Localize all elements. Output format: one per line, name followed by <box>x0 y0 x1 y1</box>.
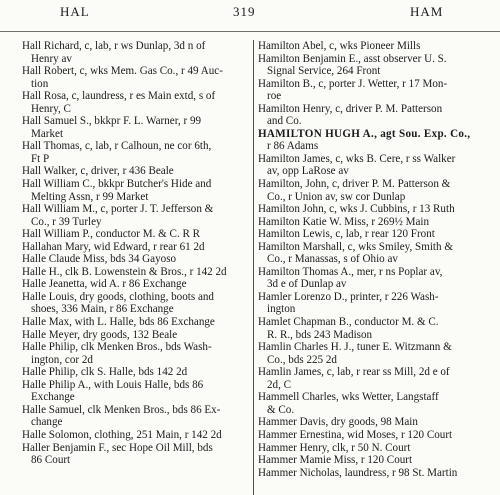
directory-entry <box>258 316 498 329</box>
directory-entry <box>22 404 253 417</box>
directory-entry <box>22 253 253 266</box>
entry-text: & Co. <box>267 403 295 416</box>
entry-text: Hall Walker, c, driver, r 436 Beale <box>22 165 174 178</box>
entry-text: Hammer Davis, dry goods, 98 Main <box>258 416 418 429</box>
entry-continuation-line <box>22 416 253 429</box>
entry-text: Halle Louis, dry goods, clothing, boots and <box>22 290 214 303</box>
entry-text: Hall William C., bkkpr Butcher's Hide and <box>22 178 212 191</box>
entry-continuation-line <box>22 354 253 367</box>
directory-entry <box>22 379 253 392</box>
directory-entry <box>22 40 253 53</box>
entry-text: Hall Rosa, c, laundress, r es Main extd, s of <box>22 90 216 103</box>
entry-text: r 86 Adams <box>267 140 319 153</box>
entry-text: Exchange <box>31 391 75 404</box>
entry-text: Hallahan Mary, wid Edward, r rear 61 2d <box>22 240 205 253</box>
entry-continuation-line <box>258 115 498 128</box>
directory-entry <box>22 278 253 291</box>
entry-text: Co., bds 225 2d <box>267 353 337 366</box>
entry-text: Halle Philip A., with Louis Halle, bds 86 <box>22 378 204 391</box>
entry-text: Hammer Henry, clk, r 50 N. Court <box>258 441 411 454</box>
directory-entry <box>258 366 498 379</box>
entry-text: Hamilton Lewis, c, lab, r rear 120 Front <box>258 228 435 241</box>
entry-continuation-line <box>22 53 253 66</box>
entry-continuation-line <box>22 391 253 404</box>
entry-text: Halle Jeanetta, wid A. r 86 Exchange <box>22 278 187 291</box>
right-column <box>258 40 498 495</box>
entry-continuation-line <box>258 379 498 392</box>
entry-text: Signal Service, 264 Front <box>267 65 381 78</box>
entry-continuation-line <box>258 278 498 291</box>
directory-entry <box>22 316 253 329</box>
entry-text: Melting Assn, r 99 Market <box>31 190 149 203</box>
directory-entry <box>22 329 253 342</box>
directory-entry <box>22 90 253 103</box>
entry-text: Hamler Lorenzo D., printer, r 226 Wash- <box>258 290 439 303</box>
entry-text: Hamilton James, c, wks B. Cere, r ss Walker <box>258 152 456 165</box>
entry-text: tion <box>31 77 49 90</box>
entry-text: av, opp LaRose av <box>267 165 349 178</box>
entry-text: Hamilton Abel, c, wks Pioneer Mills <box>258 40 421 52</box>
entry-text: Hamlin James, c, lab, r rear ss Mill, 2d e of <box>258 366 450 379</box>
entry-text: Hall William M., c, porter J. T. Jefferson & <box>22 203 214 216</box>
entry-text: Hall Samuel S., bkkpr F. L. Warner, r 99 <box>22 115 202 128</box>
directory-entry <box>258 467 498 480</box>
entry-text: ington, cor 2d <box>31 353 93 366</box>
entry-text: Hammell Charles, wks Wetter, Langstaff <box>258 391 439 404</box>
entry-text: R. R., bds 243 Madison <box>267 328 373 341</box>
directory-entry <box>22 266 253 279</box>
entry-continuation-line <box>22 454 253 467</box>
entry-continuation-line <box>22 78 253 91</box>
directory-entry <box>22 140 253 153</box>
entry-text: Hall Robert, c, wks Mem. Gas Co., r 49 Auc- <box>22 65 223 78</box>
entry-continuation-line <box>22 153 253 166</box>
directory-entry <box>258 53 498 66</box>
entry-continuation-line <box>22 128 253 141</box>
entry-text: Hamlet Chapman B., conductor M. & C. <box>258 316 439 329</box>
entry-text: Hamilton B., c, porter J. Wetter, r 17 Mon- <box>258 77 448 90</box>
entry-text: Halle Samuel, clk Menken Bros., bds 86 Ex- <box>22 403 221 416</box>
entry-text: Hamilton, John, c, driver P. M. Patterson & <box>258 178 451 191</box>
directory-entry <box>258 454 498 467</box>
entry-text: Halle Max, with L. Halle, bds 86 Exchange <box>22 316 215 329</box>
entry-continuation-line <box>258 329 498 342</box>
directory-entry <box>258 103 498 116</box>
entry-text: Hall William P., conductor M. & C. R R <box>22 228 201 241</box>
page-header <box>0 4 500 24</box>
entry-text: Halle Solomon, clothing, 251 Main, r 142 2d <box>22 428 222 441</box>
entry-continuation-line <box>258 253 498 266</box>
entry-continuation-line <box>258 140 498 153</box>
directory-entry <box>22 442 253 455</box>
directory-entry <box>258 291 498 304</box>
entry-continuation-line <box>258 65 498 78</box>
directory-entry <box>22 291 253 304</box>
entry-text: Hammer Nicholas, laundress, r 98 St. Martin <box>258 466 458 479</box>
directory-entry <box>258 178 498 191</box>
entry-text: Halle Claude Miss, bds 34 Gayoso <box>22 253 177 266</box>
entry-continuation-line <box>258 90 498 103</box>
directory-entry <box>258 128 498 141</box>
entry-continuation-line <box>22 303 253 316</box>
entry-continuation-line <box>22 103 253 116</box>
header-rule <box>0 31 500 32</box>
header-right-guide-word: HAM <box>410 4 444 19</box>
entry-text: Ft P <box>31 152 50 165</box>
entry-text: 86 Court <box>31 454 71 467</box>
directory-entry <box>22 65 253 78</box>
left-column <box>22 40 253 495</box>
directory-entry <box>22 241 253 254</box>
entry-continuation-line <box>258 354 498 367</box>
entry-text: Hammer Ernestina, wid Moses, r 120 Court <box>258 428 453 441</box>
column-divider <box>253 40 254 495</box>
entry-text: change <box>31 416 63 429</box>
entry-text: Co., r Union av, sw cor Dunlap <box>267 190 406 203</box>
directory-entry <box>258 78 498 91</box>
entry-text: Hall Thomas, c, lab, r Calhoun, ne cor 6th, <box>22 140 212 153</box>
entry-text: Halle H., clk B. Lowenstein & Bros., r 142 2d <box>22 265 227 278</box>
directory-entry <box>258 442 498 455</box>
entry-text: HAMILTON HUGH A., agt Sou. Exp. Co., <box>258 127 471 140</box>
directory-entry <box>22 341 253 354</box>
entry-text: Haller Benjamin F., sec Hope Oil Mill, bds <box>22 441 213 454</box>
entry-text: Market <box>31 127 64 140</box>
entry-continuation-line <box>258 191 498 204</box>
entry-text: roe <box>267 90 282 103</box>
entry-text: Halle Philip, clk Menken Bros., bds Wash- <box>22 341 212 354</box>
directory-entry <box>258 341 498 354</box>
directory-entry <box>22 115 253 128</box>
directory-entry <box>22 178 253 191</box>
directory-entry <box>22 203 253 216</box>
directory-entry <box>258 153 498 166</box>
entry-text: Henry av <box>31 52 72 65</box>
entry-text: and Co. <box>267 115 302 128</box>
directory-entry <box>22 228 253 241</box>
entry-text: Hamilton Benjamin E., asst observer U. S. <box>258 52 447 65</box>
page-number: 319 <box>233 4 256 19</box>
entry-continuation-line <box>258 165 498 178</box>
directory-entry <box>22 366 253 379</box>
entry-text: Henry, C <box>31 102 71 115</box>
entry-text: 3d e of Dunlap av <box>267 278 347 291</box>
entry-text: Hamilton Henry, c, driver P. M. Patterson <box>258 102 443 115</box>
directory-entry <box>258 429 498 442</box>
entry-text: Hall Richard, c, lab, r ws Dunlap, 3d n of <box>22 40 206 52</box>
header-left-guide-word: HAL <box>60 4 90 19</box>
entry-continuation-line <box>22 191 253 204</box>
entry-text: Hamlin Charles H. J., tuner E. Witzmann & <box>258 341 452 354</box>
directory-entry <box>258 203 498 216</box>
entry-text: shoes, 336 Main, r 86 Exchange <box>31 303 174 316</box>
directory-entry <box>258 40 498 53</box>
entry-continuation-line <box>22 216 253 229</box>
entry-text: Hamilton Marshall, c, wks Smiley, Smith & <box>258 240 453 253</box>
entry-text: Hamilton Katie W. Miss, r 269½ Main <box>258 215 430 228</box>
entry-text: 2d, C <box>267 378 292 391</box>
entry-text: Co., r 39 Turley <box>31 215 102 228</box>
entry-text: Hamilton John, c, wks J. Cubbins, r 13 Ruth <box>258 203 455 216</box>
directory-entry <box>258 241 498 254</box>
entry-continuation-line <box>258 404 498 417</box>
directory-entry <box>258 416 498 429</box>
entry-text: ington <box>267 303 296 316</box>
directory-entry <box>258 391 498 404</box>
directory-entry <box>22 429 253 442</box>
directory-entry <box>258 228 498 241</box>
entry-continuation-line <box>258 303 498 316</box>
entry-text: Hamilton Thomas A., mer, r ns Poplar av, <box>258 265 443 278</box>
entry-text: Co., r Manassas, s of Ohio av <box>267 253 398 266</box>
directory-entry <box>258 216 498 229</box>
entry-text: Hammer Mamie Miss, r 120 Court <box>258 454 413 467</box>
entry-text: Halle Philip, clk S. Halle, bds 142 2d <box>22 366 188 379</box>
directory-entry <box>258 266 498 279</box>
directory-entry <box>22 165 253 178</box>
entry-text: Halle Meyer, dry goods, 132 Beale <box>22 328 178 341</box>
